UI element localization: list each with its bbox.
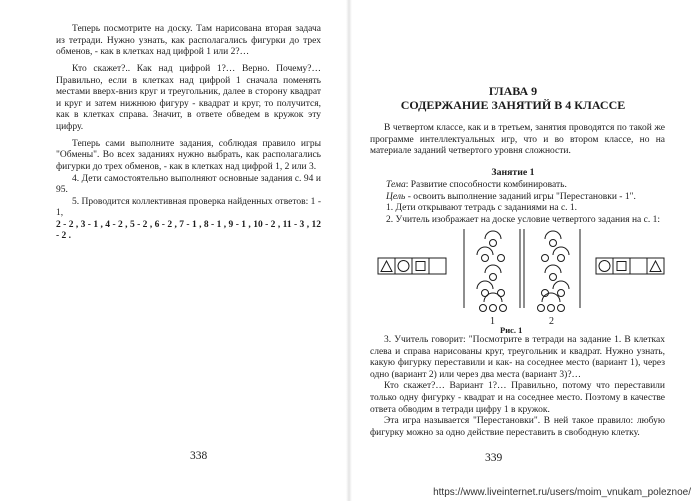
step-1: 1. Дети открывают тетрадь с заданиями на с. 1. <box>386 203 578 214</box>
circle-shape <box>398 261 409 272</box>
paragraph: 4. Дети самостоятельно выполняют основные задания с. 94 и 95. <box>56 173 321 196</box>
variant-1-label: 1 <box>490 316 495 326</box>
chapter-heading <box>363 84 663 112</box>
paragraph: 5. Проводится коллективная проверка найденных ответов: 1 - 1, <box>56 196 321 219</box>
paragraph: Эта игра называется "Перестановки". В ней такое правило: любую фигурку можно за одно действие переставить в свободную клетку. <box>370 416 665 438</box>
book-gutter <box>346 0 352 501</box>
answers-line: 2 - 2 , 3 - 1 , 4 - 2 , 5 - 2 , 6 - 2 , 7 - 1 , 8 - 1 , 9 - 1 , 10 - 2 , 11 - 3 , 12 - 2 . <box>56 219 321 242</box>
lesson-continuation <box>370 335 665 439</box>
left-figure-strip <box>378 258 446 274</box>
goal-line <box>372 192 665 204</box>
chapter-number: ГЛАВА 9 <box>488 84 538 98</box>
triangle-shape <box>650 261 661 272</box>
paragraph: В четвертом классе, как и в третьем, занятия проводятся по такой же программе интеллектуальных игр, что и во втором классе, но на материале заданий четвертого уровня сложности. <box>370 123 665 157</box>
triangle-shape <box>381 261 392 272</box>
circle-shape <box>599 261 610 272</box>
figure-caption: Рис. 1 <box>500 325 523 335</box>
goal-text: - освоить выполнение заданий игры "Перестановки - 1". <box>405 191 636 202</box>
lesson-text <box>372 180 665 226</box>
paragraph: 3. Учитель говорит: "Посмотрите в тетради на задание 1. В клетках слева и справа нарисованы круг, треугольник и квадрат. Нужно узнать, какую фигурку переставили и как- на соседнее место (вариант 1), через одно (вариант 2) или через два места (вариант 3)?… <box>370 335 665 380</box>
chapter-title: СОДЕРЖАНИЕ ЗАНЯТИЙ В 4 КЛАССЕ <box>400 98 626 112</box>
variant-1-diagram <box>477 231 507 312</box>
square-shape <box>416 262 425 271</box>
paragraph: Теперь посмотрите на доску. Там нарисована вторая задача из тетради. Нужно узнать, как располагались фигурки до трех обменов, - как в клетках над цифрой 1 или 2?… <box>56 24 321 58</box>
step-2: 2. Учитель изображает на доске условие четвертого задания на с. 1: <box>386 214 661 225</box>
chapter-intro <box>370 123 665 158</box>
paragraph: Кто скажет?… Вариант 1?… Правильно, потому что переставили только одну фигурку - квадрат и на соседнее место. Поэтому в качестве ответа обводим в тетради цифру 1 в кружок. <box>370 381 665 415</box>
variant-2-label: 2 <box>549 316 554 326</box>
page-number-left: 338 <box>190 450 208 462</box>
topic-line <box>372 180 665 192</box>
page-number-right: 339 <box>485 452 503 464</box>
topic-text: : Развитие способности комбинировать. <box>405 180 567 190</box>
topic-label: Тема <box>386 180 406 190</box>
source-url: https://www.liveinternet.ru/users/moim_vnukam_poleznoe/ <box>433 487 691 498</box>
right-figure-strip <box>596 258 664 274</box>
paragraph: Кто скажет?.. Как над цифрой 1?… Верно. Почему?… Правильно, если в клетках над цифрой 1 сначала поменять местами вверх-вниз круг и треугольник, далее в сторону квадрат и круг и затем нижнюю фигуру - квадрат и круг, то получится, как в клетках справа. Значит, в ответе обведем в кружок эту цифру. <box>56 63 321 132</box>
swap-diagram <box>372 226 672 326</box>
left-page-text <box>56 24 321 243</box>
paragraph: Теперь сами выполните задания, соблюдая правило игры "Обмены". Во всех заданиях нужно выбрать, как располагались фигурки до трех обменов, - как в клетках над цифрой 1, 2 или 3. <box>56 138 321 172</box>
goal-label: Цель <box>386 191 406 202</box>
variant-2-diagram <box>538 231 570 312</box>
lesson-title: Занятие 1 <box>491 167 535 178</box>
square-shape <box>617 262 626 271</box>
